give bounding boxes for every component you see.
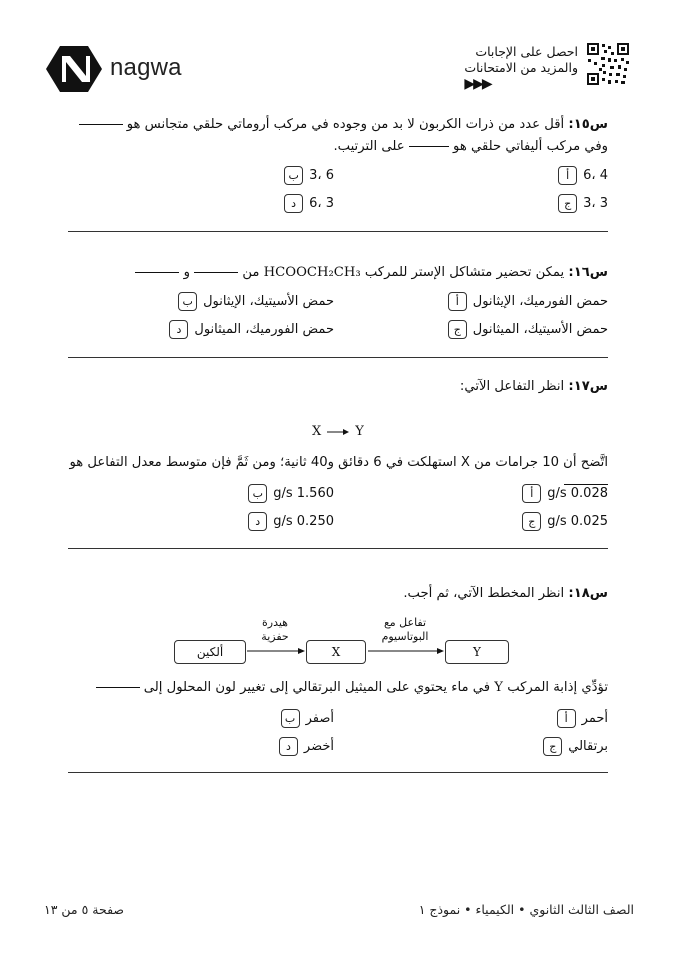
q16-text-3: و <box>183 265 190 280</box>
divider <box>68 772 608 773</box>
option-text: أحمر <box>581 711 608 726</box>
option-text: حمض الأسيتيك، الميثانول <box>472 322 608 337</box>
option-text: 3 ،6 <box>309 196 334 211</box>
q17-text-2: اتَّضح أن 10 جرامات من X استهلكت في 6 دقائق و40 ثانية؛ ومن ثَمَّ فإن متوسط معدل التفاعل هو <box>69 455 608 470</box>
q16-option-d[interactable] <box>169 320 334 339</box>
promo-line-2: والمزيد من الامتحانات <box>464 60 578 75</box>
q18-text-2-post: في ماء يحتوي على الميثيل البرتقالي إلى تغيير لون المحلول إلى <box>143 680 491 695</box>
option-letter-box: ج <box>543 737 562 756</box>
option-letter-box: ج <box>558 194 577 213</box>
option-text: 1.560 g/s <box>273 486 334 501</box>
question-17-text <box>68 376 608 398</box>
q16-blank-2 <box>135 272 179 273</box>
q15-option-a[interactable] <box>558 166 608 185</box>
q18-option-b[interactable] <box>281 709 334 728</box>
brand-name: nagwa <box>110 54 182 81</box>
q15-text-3: أليفاتي حلقي هو <box>453 139 543 154</box>
option-letter-box: د <box>248 512 267 531</box>
option-text: حمض الفورميك، الميثانول <box>194 322 334 337</box>
q17-option-a[interactable] <box>522 484 608 503</box>
q16-option-a[interactable] <box>448 292 608 311</box>
q18-text-2-pre: تؤدِّي إذابة المركب <box>507 680 608 695</box>
q16-text-1: يمكن تحضير متشاكل الإستر للمركب <box>364 265 565 280</box>
q15-text-4: على الترتيب. <box>333 139 405 154</box>
scheme-arrow-2-label <box>366 616 444 644</box>
reaction-arrow-icon <box>327 427 349 437</box>
option-letter-box: ب <box>178 292 197 311</box>
arrow-1-label-line-2: حفزية <box>261 630 289 643</box>
question-18-text <box>68 583 608 605</box>
question-17-number: س١٧: <box>568 379 608 394</box>
q17-option-c[interactable] <box>522 512 608 531</box>
q15-blank-2 <box>409 146 449 147</box>
arrow-1-label-line-1: هيدرة <box>262 616 288 629</box>
question-15-text <box>68 114 608 158</box>
option-letter-box: أ <box>522 484 541 503</box>
q18-option-d[interactable] <box>279 737 334 756</box>
q15-blank-1 <box>79 124 123 125</box>
divider <box>68 357 608 358</box>
scheme-arrow-1-label <box>245 616 305 644</box>
question-16-number: س١٦: <box>568 265 608 280</box>
reaction-equation <box>312 424 364 439</box>
reaction-reactant: X <box>312 424 322 439</box>
scheme-arrow-2-icon <box>366 646 444 656</box>
q18-text-1: انظر المخطط الآتي، ثم أجب. <box>403 586 565 601</box>
option-letter-box: أ <box>557 709 576 728</box>
reaction-product: Y <box>355 424 364 439</box>
q16-blank-1 <box>194 272 238 273</box>
scheme-box-alkene: ألكين <box>174 640 246 664</box>
arrow-2-label-line-1: تفاعل مع <box>383 616 427 629</box>
option-letter-box: ب <box>281 709 300 728</box>
option-text: أخضر <box>303 739 334 754</box>
q16-formula: HCOOCH₂CH₃ <box>263 265 361 280</box>
arrows-icon: ▶▶▶ <box>464 76 491 92</box>
option-letter-box: ج <box>448 320 467 339</box>
q18-option-c[interactable] <box>543 737 608 756</box>
option-text: 0.028 g/s <box>547 486 608 501</box>
q18-blank <box>96 687 140 688</box>
scheme-box-x: X <box>306 640 366 664</box>
q16-text-2: من <box>242 265 260 280</box>
q15-text-2: وفي مركب <box>546 139 608 154</box>
q16-option-c[interactable] <box>448 320 608 339</box>
scheme-arrow-1-icon <box>245 646 305 656</box>
nagwa-logo-icon <box>46 44 102 94</box>
divider <box>68 548 608 549</box>
option-letter-box: أ <box>558 166 577 185</box>
scheme-box-y: Y <box>445 640 509 664</box>
q17-text-1: انظر التفاعل الآتي: <box>459 379 565 394</box>
q18-compound-y: Y <box>494 680 503 695</box>
option-text: 4 ،6 <box>583 168 608 183</box>
promo-line-1: احصل على الإجابات <box>475 44 578 59</box>
arrow-2-label-line-2: البوتاسيوم <box>381 630 429 643</box>
option-letter-box: ج <box>522 512 541 531</box>
option-text: 3 ،3 <box>583 196 608 211</box>
q15-option-d[interactable] <box>284 194 334 213</box>
option-text: برتقالي <box>568 739 608 754</box>
option-letter-box: د <box>169 320 188 339</box>
q17-option-d[interactable] <box>248 512 334 531</box>
qr-code-icon[interactable] <box>586 42 630 86</box>
q18-option-a[interactable] <box>557 709 608 728</box>
q17-option-b[interactable] <box>248 484 334 503</box>
divider <box>68 231 608 232</box>
page-number: صفحة ٥ من ١٣ <box>44 902 125 917</box>
option-text: حمض الأسيتيك، الإيثانول <box>203 294 334 309</box>
option-letter-box: ب <box>248 484 267 503</box>
question-16-text <box>68 262 608 284</box>
option-text: 0.025 g/s <box>547 514 608 529</box>
promo-text[interactable] <box>464 44 578 92</box>
footer-course-info: الصف الثالث الثانوي • الكيمياء • نموذج ١ <box>418 902 634 917</box>
question-18-number: س١٨: <box>568 586 608 601</box>
q18-statement <box>68 677 608 699</box>
question-15-number: س١٥: <box>568 117 608 132</box>
q15-option-b[interactable] <box>284 166 334 185</box>
option-letter-box: د <box>279 737 298 756</box>
option-letter-box: د <box>284 194 303 213</box>
q16-option-b[interactable] <box>178 292 334 311</box>
q15-text-1: أقل عدد من ذرات الكربون لا بد من وجوده في مركب أروماتي حلقي متجانس هو <box>126 117 565 132</box>
option-text: 6 ،3 <box>309 168 334 183</box>
option-letter-box: أ <box>448 292 467 311</box>
option-text: حمض الفورميك، الإيثانول <box>472 294 608 309</box>
option-letter-box: ب <box>284 166 303 185</box>
option-text: أصفر <box>305 711 334 726</box>
q15-option-c[interactable] <box>558 194 608 213</box>
option-text: 0.250 g/s <box>273 514 334 529</box>
